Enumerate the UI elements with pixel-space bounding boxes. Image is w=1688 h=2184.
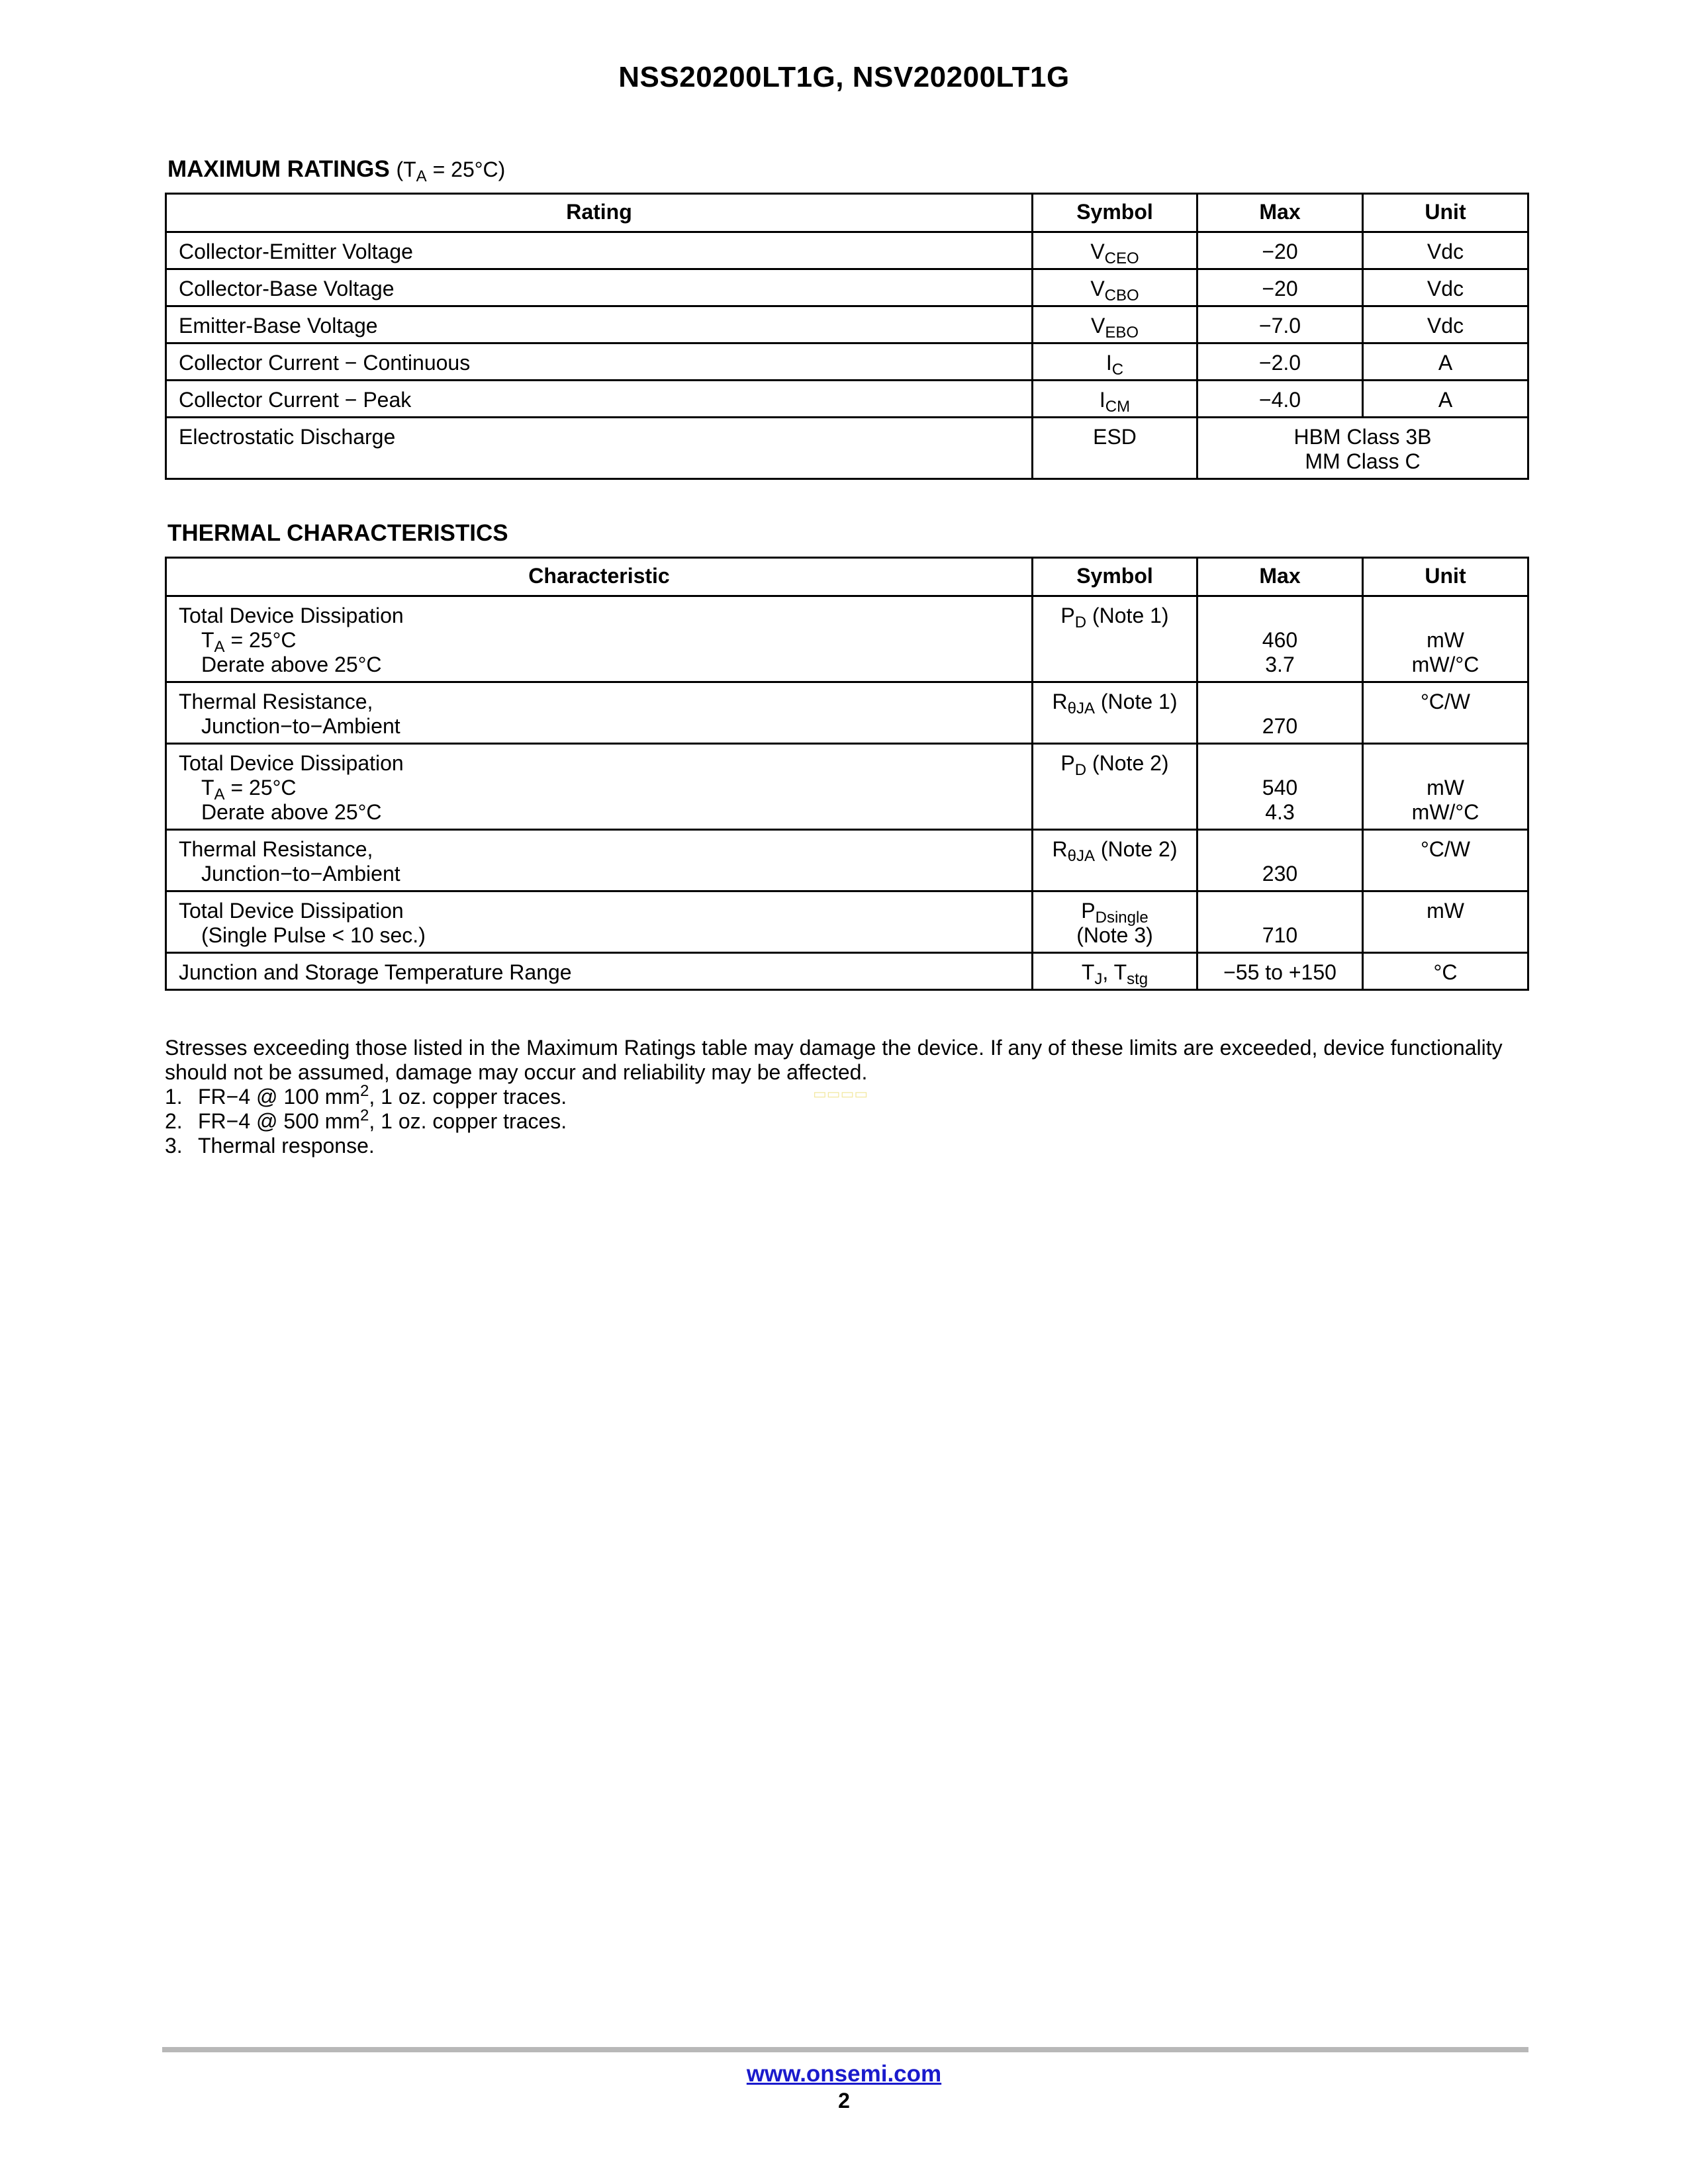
- max-cell: 710: [1197, 891, 1363, 953]
- characteristic-cell: Junction and Storage Temperature Range: [166, 953, 1033, 990]
- unit-cell: Vdc: [1363, 269, 1528, 306]
- unit-cell: mW mW/°C: [1363, 596, 1528, 682]
- table-header-row: [166, 558, 1528, 596]
- thermal-table: [165, 557, 1529, 991]
- rating-cell: Collector-Emitter Voltage: [166, 232, 1033, 269]
- symbol-cell: $I_C$: [1033, 343, 1197, 381]
- rating-cell: Collector-Base Voltage: [166, 269, 1033, 306]
- footnote: 1. FR−4 @ 100 $mm^2$, 1 oz. copper traces.: [165, 1082, 567, 1109]
- rating-cell: Emitter-Base Voltage: [166, 306, 1033, 343]
- column-header: Unit: [1363, 194, 1528, 232]
- table-row: [166, 418, 1528, 479]
- max-cell: −55 to +150: [1197, 953, 1363, 990]
- max-cell: −2.0: [1197, 343, 1363, 381]
- max-cell: 270: [1197, 682, 1363, 744]
- symbol-cell: ESD: [1033, 418, 1197, 479]
- symbol-cell: $P_D$ (Note 2): [1033, 744, 1197, 830]
- table-row: [166, 830, 1528, 891]
- page-number: 2: [838, 2089, 850, 2113]
- column-header: Max: [1197, 558, 1363, 596]
- symbol-cell: $V_{CEO}$: [1033, 232, 1197, 269]
- table-row: [166, 381, 1528, 418]
- unit-cell: A: [1363, 343, 1528, 381]
- footer-divider: [162, 2047, 1528, 2052]
- symbol-cell: $I_{CM}$: [1033, 381, 1197, 418]
- characteristic-cell: Thermal Resistance, Junction−to−Ambient: [166, 830, 1033, 891]
- page-title: NSS20200LT1G, NSV20200LT1G: [618, 61, 1070, 93]
- rating-cell: Collector Current − Continuous: [166, 343, 1033, 381]
- table-row: [166, 269, 1528, 306]
- column-header: Max: [1197, 194, 1363, 232]
- table-row: [166, 232, 1528, 269]
- symbol-cell: $V_{EBO}$: [1033, 306, 1197, 343]
- column-header: Symbol: [1033, 558, 1197, 596]
- table-row: [166, 343, 1528, 381]
- column-header: Unit: [1363, 558, 1528, 596]
- max-ratings-table: [165, 193, 1529, 480]
- symbol-cell: $R_{\theta JA}$ (Note 1): [1033, 682, 1197, 744]
- max-cell: −20: [1197, 269, 1363, 306]
- rating-cell: Collector Current − Peak: [166, 381, 1033, 418]
- symbol-cell: $P_D$ (Note 1): [1033, 596, 1197, 682]
- unit-cell: Vdc: [1363, 232, 1528, 269]
- symbol-cell: $P_{Dsingle}$ (Note 3): [1033, 891, 1197, 953]
- website-link[interactable]: www.onsemi.com: [746, 2061, 942, 2087]
- symbol-cell: $V_{CBO}$: [1033, 269, 1197, 306]
- max-cell: 230: [1197, 830, 1363, 891]
- column-header: Rating: [166, 194, 1033, 232]
- column-header: Characteristic: [166, 558, 1033, 596]
- max-ratings-title: MAXIMUM RATINGS: [167, 156, 390, 182]
- unit-cell: °C: [1363, 953, 1528, 990]
- characteristic-cell: Thermal Resistance, Junction−to−Ambient: [166, 682, 1033, 744]
- table-row: [166, 744, 1528, 830]
- table-row: [166, 306, 1528, 343]
- unit-cell: Vdc: [1363, 306, 1528, 343]
- column-header: Symbol: [1033, 194, 1197, 232]
- max-ratings-heading: [167, 156, 505, 183]
- footnote: 3. Thermal response.: [165, 1134, 375, 1158]
- symbol-cell: $T_J$, $T_{stg}$: [1033, 953, 1197, 990]
- max-cell: 460 3.7: [1197, 596, 1363, 682]
- watermark-mark: ▭▭▭▭: [813, 1085, 868, 1102]
- max-cell: −4.0: [1197, 381, 1363, 418]
- characteristic-cell: Total Device Dissipation (Single Pulse < 10 sec.): [166, 891, 1033, 953]
- table-header-row: [166, 194, 1528, 232]
- max-ratings-condition: $(T_A = 25^\circ C)$: [396, 158, 506, 185]
- table-row: [166, 891, 1528, 953]
- table-row: [166, 682, 1528, 744]
- symbol-cell: $R_{\theta JA}$ (Note 2): [1033, 830, 1197, 891]
- esd-mm-class: MM Class C: [1305, 449, 1421, 473]
- table-row: [166, 953, 1528, 990]
- unit-cell: mW mW/°C: [1363, 744, 1528, 830]
- esd-hbm-class: HBM Class 3B: [1293, 425, 1432, 449]
- esd-class-cell: [1197, 418, 1528, 479]
- rating-cell: Electrostatic Discharge: [166, 418, 1033, 479]
- footnote: 2. FR−4 @ 500 $mm^2$, 1 oz. copper traces.: [165, 1107, 567, 1133]
- characteristic-cell: Total Device Dissipation $T_A = 25^\circ C$ Derate above 25°C: [166, 596, 1033, 682]
- stress-note: Stresses exceeding those listed in the Maximum Ratings table may damage the device. If any of these limits are exceeded, device functionality should not be assumed, damage may occur and reliability may be affected.: [165, 1036, 1503, 1084]
- max-cell: 540 4.3: [1197, 744, 1363, 830]
- unit-cell: °C/W: [1363, 830, 1528, 891]
- characteristic-cell: Total Device Dissipation $T_A = 25^\circ C$ Derate above 25°C: [166, 744, 1033, 830]
- unit-cell: mW: [1363, 891, 1528, 953]
- unit-cell: A: [1363, 381, 1528, 418]
- table-row: [166, 596, 1528, 682]
- unit-cell: °C/W: [1363, 682, 1528, 744]
- thermal-heading: THERMAL CHARACTERISTICS: [167, 520, 508, 546]
- max-cell: −20: [1197, 232, 1363, 269]
- max-cell: −7.0: [1197, 306, 1363, 343]
